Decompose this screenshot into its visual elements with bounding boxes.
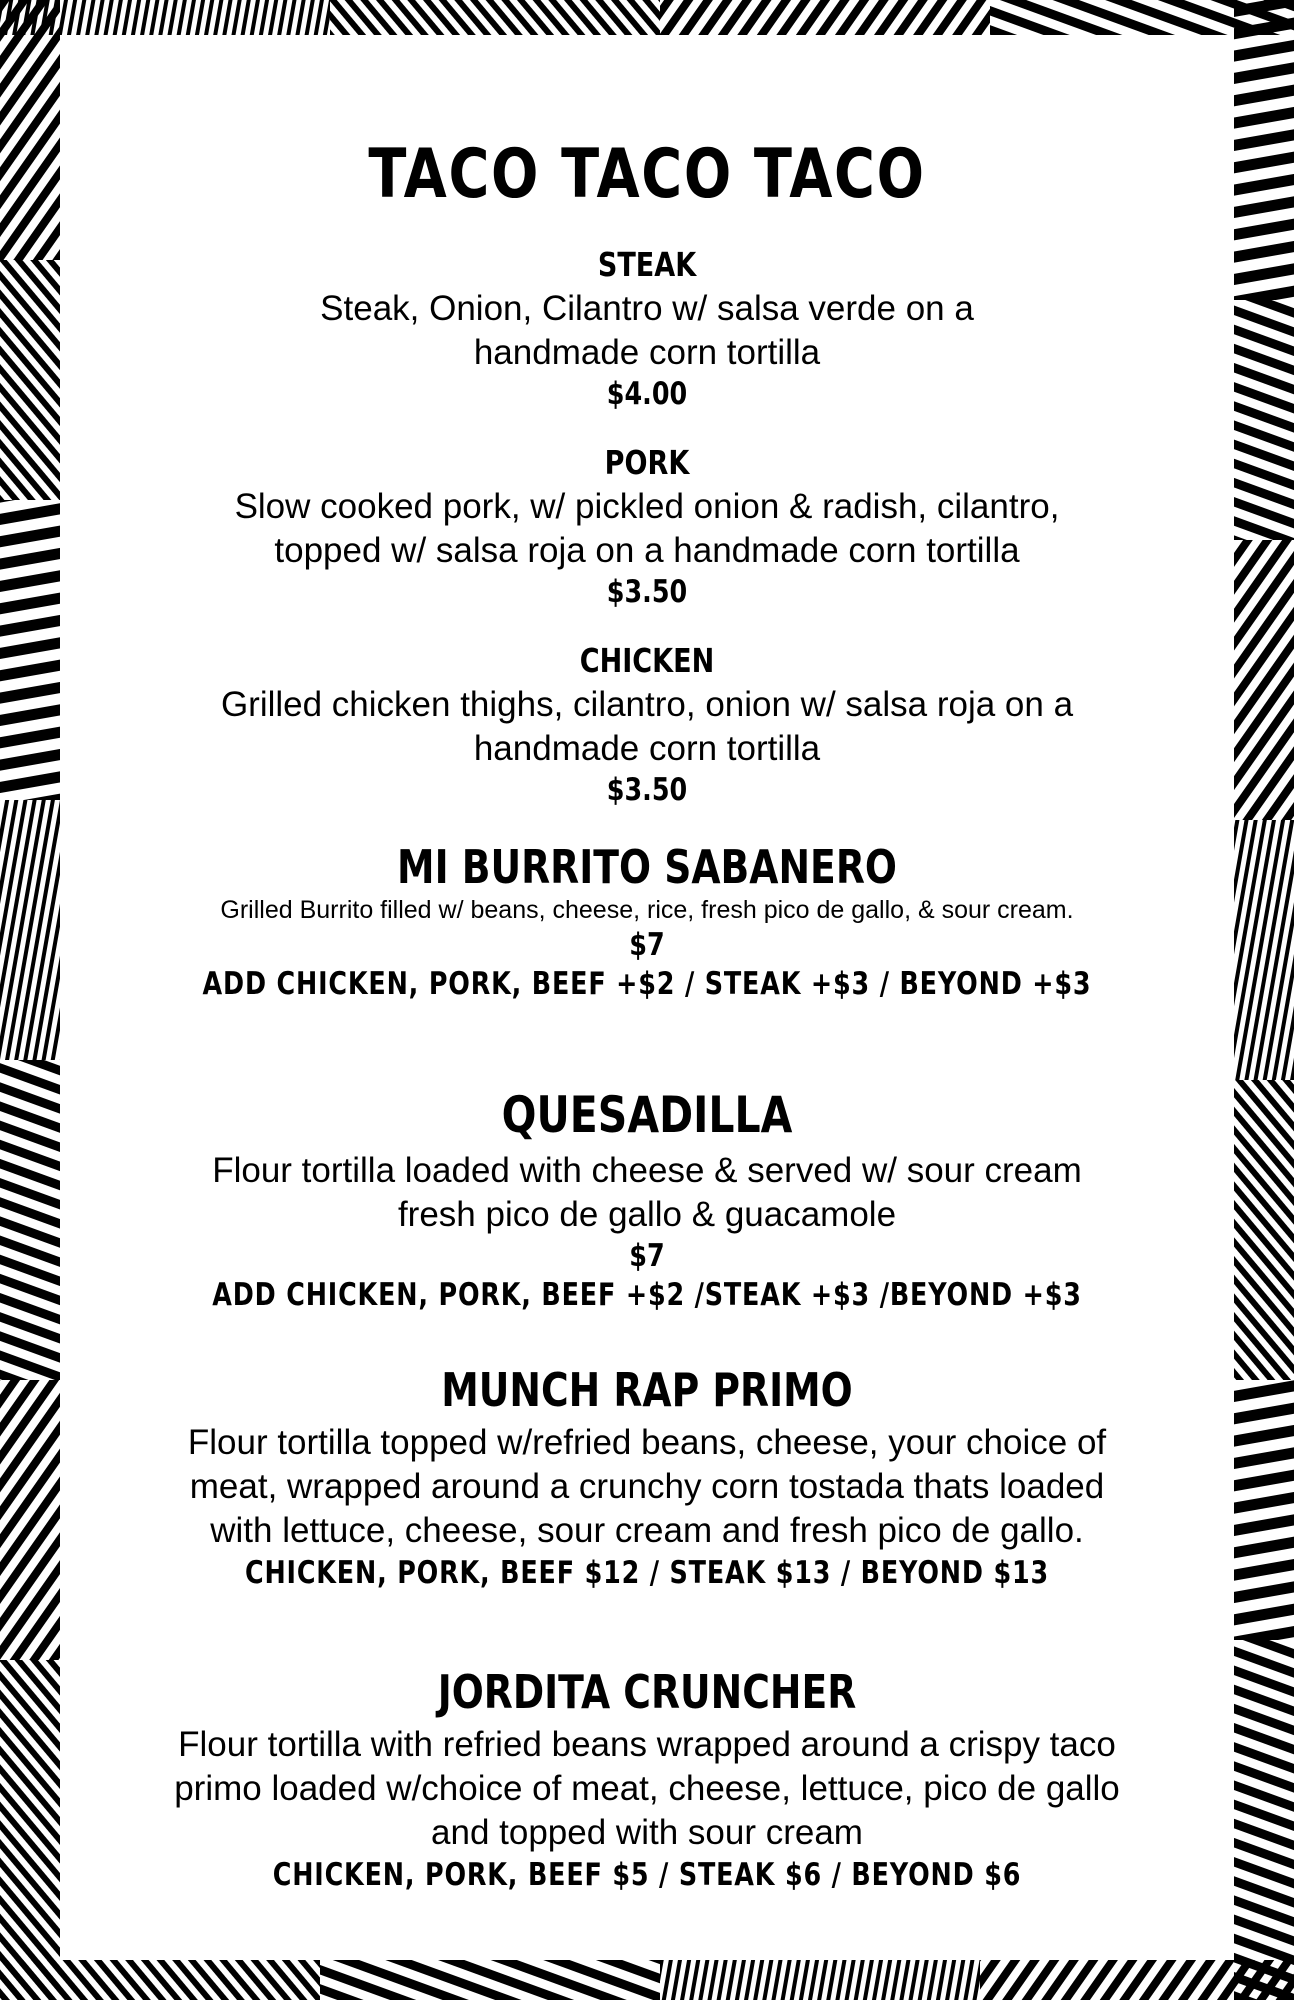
item-description-line: Flour tortilla with refried beans wrapped around a crispy taco — [178, 1725, 1116, 1764]
menu-item-quesadilla — [60, 1085, 1234, 1315]
item-description-line: with lettuce, cheese, sour cream and fresh pico de gallo. — [210, 1511, 1084, 1550]
item-addons: ADD CHICKEN, PORK, BEEF +$2 /STEAK +$3 /BEYOND +$3 — [212, 1277, 1082, 1313]
item-prices: CHICKEN, PORK, BEEF $5 / STEAK $6 / BEYOND $6 — [272, 1857, 1022, 1893]
item-addons: ADD CHICKEN, PORK, BEEF +$2 / STEAK +$3 / BEYOND +$3 — [202, 966, 1092, 1002]
item-price: $7 — [629, 1238, 665, 1274]
item-description-line: fresh pico de gallo & guacamole — [397, 1195, 897, 1234]
menu-item-munch-rap-primo — [60, 1363, 1234, 1593]
menu-item-steak — [60, 245, 1234, 413]
item-description-line: topped w/ salsa roja on a handmade corn tortilla — [274, 531, 1020, 570]
item-name: JORDITA CRUNCHER — [437, 1665, 857, 1719]
menu-item-burrito — [60, 840, 1234, 1004]
item-description-line: handmade corn tortilla — [473, 729, 821, 768]
item-price: $3.50 — [606, 772, 688, 808]
item-description-line: Flour tortilla loaded with cheese & served w/ sour cream — [212, 1151, 1082, 1190]
item-name: MI BURRITO SABANERO — [397, 840, 897, 894]
item-price: $7 — [629, 927, 665, 963]
item-name: STEAK — [597, 245, 697, 284]
item-description-line: meat, wrapped around a crunchy corn tostada thats loaded — [189, 1467, 1105, 1506]
item-price: $3.50 — [606, 574, 688, 610]
item-name: QUESADILLA — [501, 1086, 793, 1144]
menu-item-pork — [60, 443, 1234, 611]
item-description-line: handmade corn tortilla — [473, 333, 821, 372]
item-description-line: Slow cooked pork, w/ pickled onion & radish, cilantro, — [234, 487, 1060, 526]
item-description-line: Flour tortilla topped w/refried beans, cheese, your choice of — [187, 1423, 1107, 1462]
item-description-line: Grilled chicken thighs, cilantro, onion w/ salsa roja on a — [220, 685, 1074, 724]
item-description: Grilled Burrito filled w/ beans, cheese, rice, fresh pico de gallo, & sour cream. — [220, 896, 1074, 924]
menu-title: TACO TACO TACO — [368, 135, 926, 214]
item-description-line: and topped with sour cream — [431, 1813, 863, 1852]
item-prices: CHICKEN, PORK, BEEF $12 / STEAK $13 / BEYOND $13 — [244, 1555, 1050, 1591]
item-price: $4.00 — [606, 376, 688, 412]
item-name: PORK — [604, 443, 690, 482]
menu-item-jordita-cruncher — [60, 1665, 1234, 1895]
item-name: CHICKEN — [579, 641, 715, 680]
item-name: MUNCH RAP PRIMO — [441, 1363, 853, 1417]
item-description-line: primo loaded w/choice of meat, cheese, lettuce, pico de gallo — [174, 1769, 1120, 1808]
item-description-line: Steak, Onion, Cilantro w/ salsa verde on a — [320, 289, 974, 328]
menu-panel — [60, 35, 1234, 1960]
menu-item-chicken — [60, 641, 1234, 809]
